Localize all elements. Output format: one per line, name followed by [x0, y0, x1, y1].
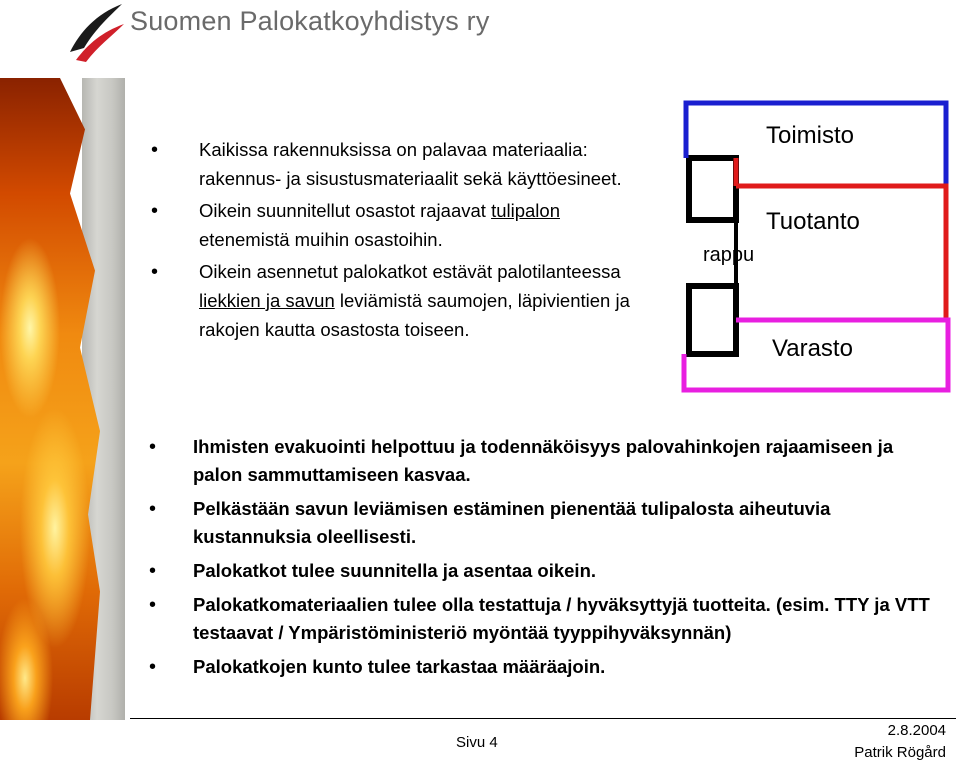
toimisto-label: Toimisto	[766, 122, 855, 149]
footer-date: 2.8.2004	[887, 722, 946, 739]
palokatko-swoosh-logo-icon	[66, 2, 126, 62]
bottom-bullet-list	[193, 433, 933, 687]
top-bullet-list	[199, 136, 654, 348]
page-number: Sivu 4	[456, 734, 498, 751]
list-item: • Palokatkomateriaalien tulee olla testattuja / hyväksyttyjä tuotteita. (esim. TTY ja VTT testaavat / Ympäristöministeriö myöntää tyyppihyväksynnän)	[193, 591, 933, 647]
tuotanto-compartment	[736, 186, 946, 320]
organization-name: Suomen Palokatkoyhdistys ry	[130, 6, 490, 36]
list-item: • Palokatkojen kunto tulee tarkastaa määräajoin.	[193, 653, 933, 681]
underlined-term: liekkien ja savun	[199, 289, 335, 311]
list-item: • Ihmisten evakuointi helpottuu ja todennäköisyys palovahinkojen rajaamiseen ja palon sammuttamiseen kasvaa.	[193, 433, 933, 489]
list-item: • Palokatkot tulee suunnitella ja asentaa oikein.	[193, 557, 933, 585]
tuotanto-label: Tuotanto	[766, 208, 860, 235]
footer-divider	[130, 718, 956, 719]
footer-author: Patrik Rögård	[854, 744, 946, 761]
underlined-term: tulipalon	[491, 200, 560, 222]
stair-box-lower	[689, 286, 736, 354]
varasto-label: Varasto	[772, 335, 853, 362]
list-item: • Kaikissa rakennuksissa on palavaa materiaalia: rakennus- ja sisustusmateriaalit sekä käyttöesineet.	[199, 136, 654, 193]
list-item: • Oikein suunnitellut osastot rajaavat tulipalon etenemistä muihin osastoihin.	[199, 197, 654, 254]
fire-compartment-diagram	[680, 98, 952, 394]
list-item: • Pelkästään savun leviämisen estäminen pienentää tulipalosta aiheutuvia kustannuksia oleellisesti.	[193, 495, 933, 551]
stair-box-upper	[689, 158, 736, 220]
list-item: • Oikein asennetut palokatkot estävät palotilanteessa liekkien ja savun leviämistä saumojen, läpivientien ja rakojen kautta osastosta toiseen.	[199, 258, 654, 344]
fire-wall-decoration	[0, 78, 125, 720]
rappu-label: rappu	[703, 244, 755, 266]
